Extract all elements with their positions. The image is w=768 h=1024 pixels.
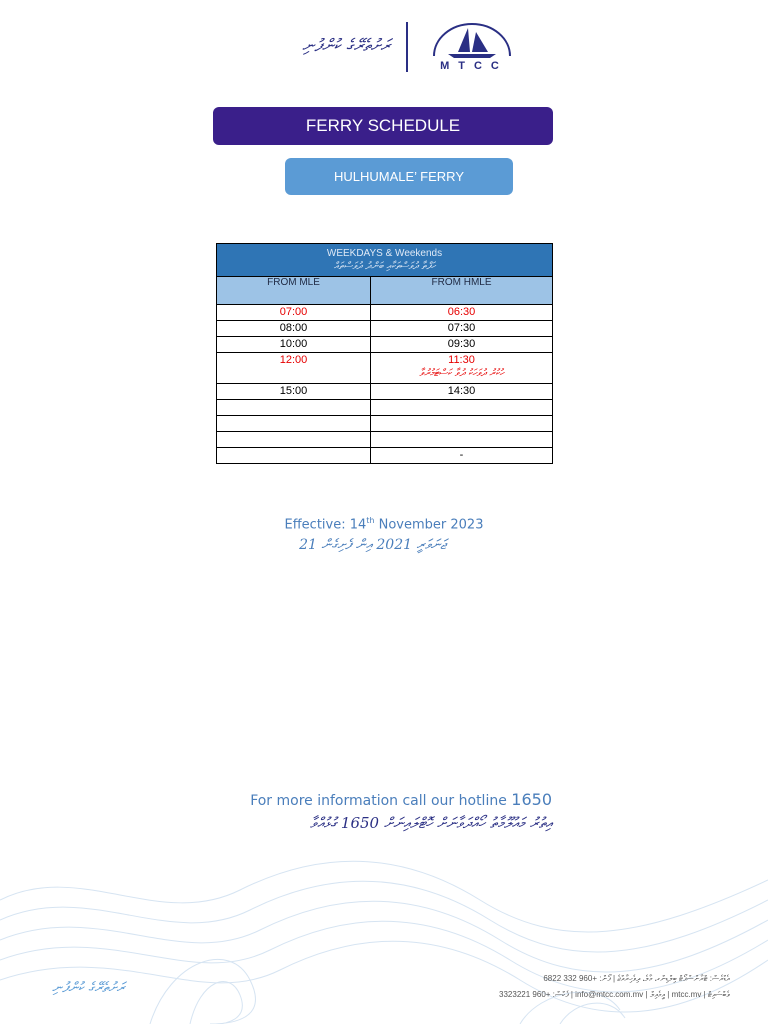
departure-mle: 07:00 <box>217 305 371 321</box>
effective-date <box>250 516 518 532</box>
hotline-text: For more information call our hotline <box>250 793 512 809</box>
schedule-header-dv: ހަފްތާ ދުވަސްތަކާއި ބަންދު ދުވަސްތައް <box>333 261 436 272</box>
column-header-from-mle: FROM MLE <box>217 277 371 305</box>
table-row <box>217 353 553 384</box>
friday-note: ހުކުރު ދުވަހަކު ދުވާ ކަސްޓަމުރުވާ <box>419 368 504 379</box>
schedule-header-en: WEEKDAYS & Weekends <box>326 248 443 259</box>
footer-address-phone: އެޑްރެސް: ޓްރާންސްޕޯޓް ބިލްޑިންގ، މާލެ، ދިވެހިރާއްޖެ | ފޯން: +960 332 6822 <box>543 974 730 983</box>
departure-hmle <box>371 432 553 448</box>
effective-rest: November 2023 <box>374 517 484 533</box>
table-row <box>217 432 553 448</box>
departure-mle: 12:00 <box>217 353 371 384</box>
ferry-schedule-title: FERRY SCHEDULE <box>213 107 553 145</box>
departure-hmle <box>371 400 553 416</box>
table-row <box>217 305 553 321</box>
effective-date-dv: 21 ޖަނަވަރީ 2021 އިން ފެށިގެން <box>299 537 446 553</box>
schedule-header <box>217 244 553 277</box>
departure-hmle <box>371 416 553 432</box>
departure-hmle: 07:30 <box>371 321 553 337</box>
effective-suffix: th <box>366 516 375 525</box>
ferry-schedule-table <box>216 243 553 464</box>
footer-logo-dv: ރަށުތެރޭގެ ކުންފުނި <box>52 980 125 996</box>
table-row <box>217 384 553 400</box>
departure-mle: 08:00 <box>217 321 371 337</box>
departure-mle <box>217 448 371 464</box>
departure-hmle: 11:30 <box>448 354 475 366</box>
hulhumale-ferry-subtitle: HULHUMALE’ FERRY <box>285 158 513 195</box>
logo-mtcc-text: MTCC <box>440 60 508 72</box>
hotline-number: 1650 <box>511 790 552 809</box>
logo-dhivehi-text: ރަށުތެރޭގެ ކުންފުނި <box>302 36 390 56</box>
table-row <box>217 400 553 416</box>
departure-hmle: 06:30 <box>371 305 553 321</box>
table-row <box>217 321 553 337</box>
table-row <box>217 337 553 353</box>
effective-label: Effective: 14 <box>284 517 367 533</box>
table-row <box>217 448 553 464</box>
table-row <box>217 416 553 432</box>
departure-mle: 10:00 <box>217 337 371 353</box>
departure-hmle: 14:30 <box>371 384 553 400</box>
departure-mle <box>217 416 371 432</box>
departure-mle <box>217 432 371 448</box>
departure-hmle: 09:30 <box>371 337 553 353</box>
mtcc-logo <box>250 22 530 78</box>
logo-divider <box>406 22 408 72</box>
departure-hmle-cell <box>371 353 553 384</box>
column-header-from-hmle: FROM HMLE <box>371 277 553 305</box>
departure-mle: 15:00 <box>217 384 371 400</box>
departure-mle <box>217 400 371 416</box>
hotline-info-dv: އިތުރު މައުލޫމާތު ހޯއްދަވާނަށް ހޮޓްލައިނަށް 1650 ގުޅުއްވާ <box>310 814 552 832</box>
footer-contact: ފެކްސް: +960 3323221 | info@mtcc.com.mv | އީމެއިލް | mtcc.mv | ވެބްސައިޓް <box>499 990 730 999</box>
departure-hmle: - <box>371 448 553 464</box>
hotline-info <box>200 790 552 809</box>
